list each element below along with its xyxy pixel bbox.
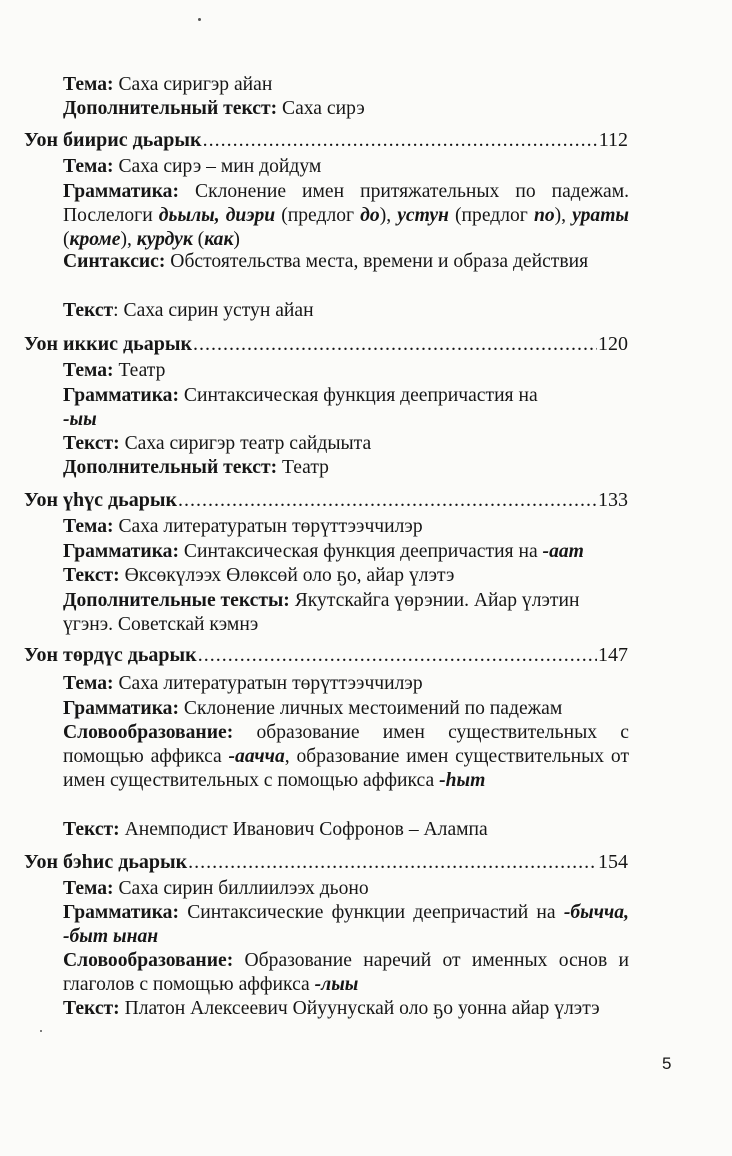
leader-dots — [188, 850, 597, 874]
leader-dots — [193, 332, 597, 356]
toc-entry-topic: Тема: Саха сиригэр айан — [63, 74, 273, 95]
toc-entry-text: Текст: Саха сирин устун айан — [63, 300, 314, 321]
toc-entry-syntax: Синтаксис: Обстоятельства места, времени и образа действия — [63, 251, 589, 272]
toc-entry-grammar: Грамматика: Склонение личных местоимений по падежам — [63, 698, 563, 719]
toc-entry-topic: Тема: Саха сирэ – мин дойдум — [63, 156, 322, 177]
toc-entry-text: Текст: Анемподист Иванович Софронов – Алампа — [63, 819, 488, 840]
toc-entry-grammar: Грамматика: Синтаксическая функция деепричастия на -аат — [63, 541, 584, 562]
toc-entry-topic: Тема: Театр — [63, 360, 166, 381]
toc-entry-topic: Тема: Саха сирин биллиилээх дьоно — [63, 878, 369, 899]
leader-dots — [178, 488, 597, 512]
toc-entry-text: Текст: Платон Алексеевич Ойуунускай оло ҕо уонна айар үлэтэ — [63, 998, 600, 1019]
toc-entry-topic: Тема: Саха литературатын төрүттээччилэр — [63, 673, 423, 694]
page-number: 5 — [662, 1054, 672, 1073]
toc-entry-grammar: Грамматика: Склонение имен притяжательных по падежам. Послелоги дьылы, диэри (предлог до), устун (предлог по), ураты (кроме), курдук (как) — [63, 181, 630, 250]
toc-entry-grammar: Грамматика: Синтаксические функции деепричастий на -бычча, -быт ынан — [63, 902, 629, 947]
print-speck — [198, 18, 201, 21]
toc-entry-text: Текст: Өксөкүлээх Өлөксөй оло ҕо, айар үлэтэ — [63, 565, 455, 586]
toc-lesson-heading[interactable]: Уон төрдүс дьарык ..... 147 — [24, 643, 628, 667]
toc-entry-extra-text: Дополнительный текст: Театр — [63, 457, 329, 478]
toc-entry-extra-text: Дополнительный текст: Саха сирэ — [63, 98, 365, 119]
toc-entry-word-formation: Словообразование: Образование наречий от именных основ и глаголов с помощью аффикса -лыы — [63, 950, 629, 995]
print-speck — [40, 1030, 42, 1032]
toc-entry-topic: Тема: Саха литературатын төрүттээччилэр — [63, 516, 423, 537]
toc-lesson-heading[interactable]: Уон биирис дьарык ..... 112 — [24, 128, 628, 152]
toc-lesson-heading[interactable]: Уон үһүс дьарык ..... 133 — [24, 488, 628, 512]
toc-entry-word-formation: Словообразование: образование имен существительных с помощью аффикса -аачча, образование имен существительных от имен существительных с помощью аффикса -һыт — [63, 722, 630, 791]
toc-lesson-heading[interactable]: Уон иккис дьарык ..... 120 — [24, 332, 628, 356]
toc-entry-extra-text: Дополнительные тексты: Якутскайга үөрэнии. Айар үлэтин үгэнэ. Советскай кэмнэ — [63, 590, 580, 635]
leader-dots — [203, 128, 598, 152]
toc-lesson-heading[interactable]: Уон бэһис дьарык ..... 154 — [24, 850, 628, 874]
toc-entry-grammar: Грамматика: Синтаксическая функция деепричастия на -ыы — [63, 385, 538, 430]
toc-entry-text: Текст: Саха сиригэр театр сайдыыта — [63, 433, 372, 454]
leader-dots — [198, 643, 597, 667]
